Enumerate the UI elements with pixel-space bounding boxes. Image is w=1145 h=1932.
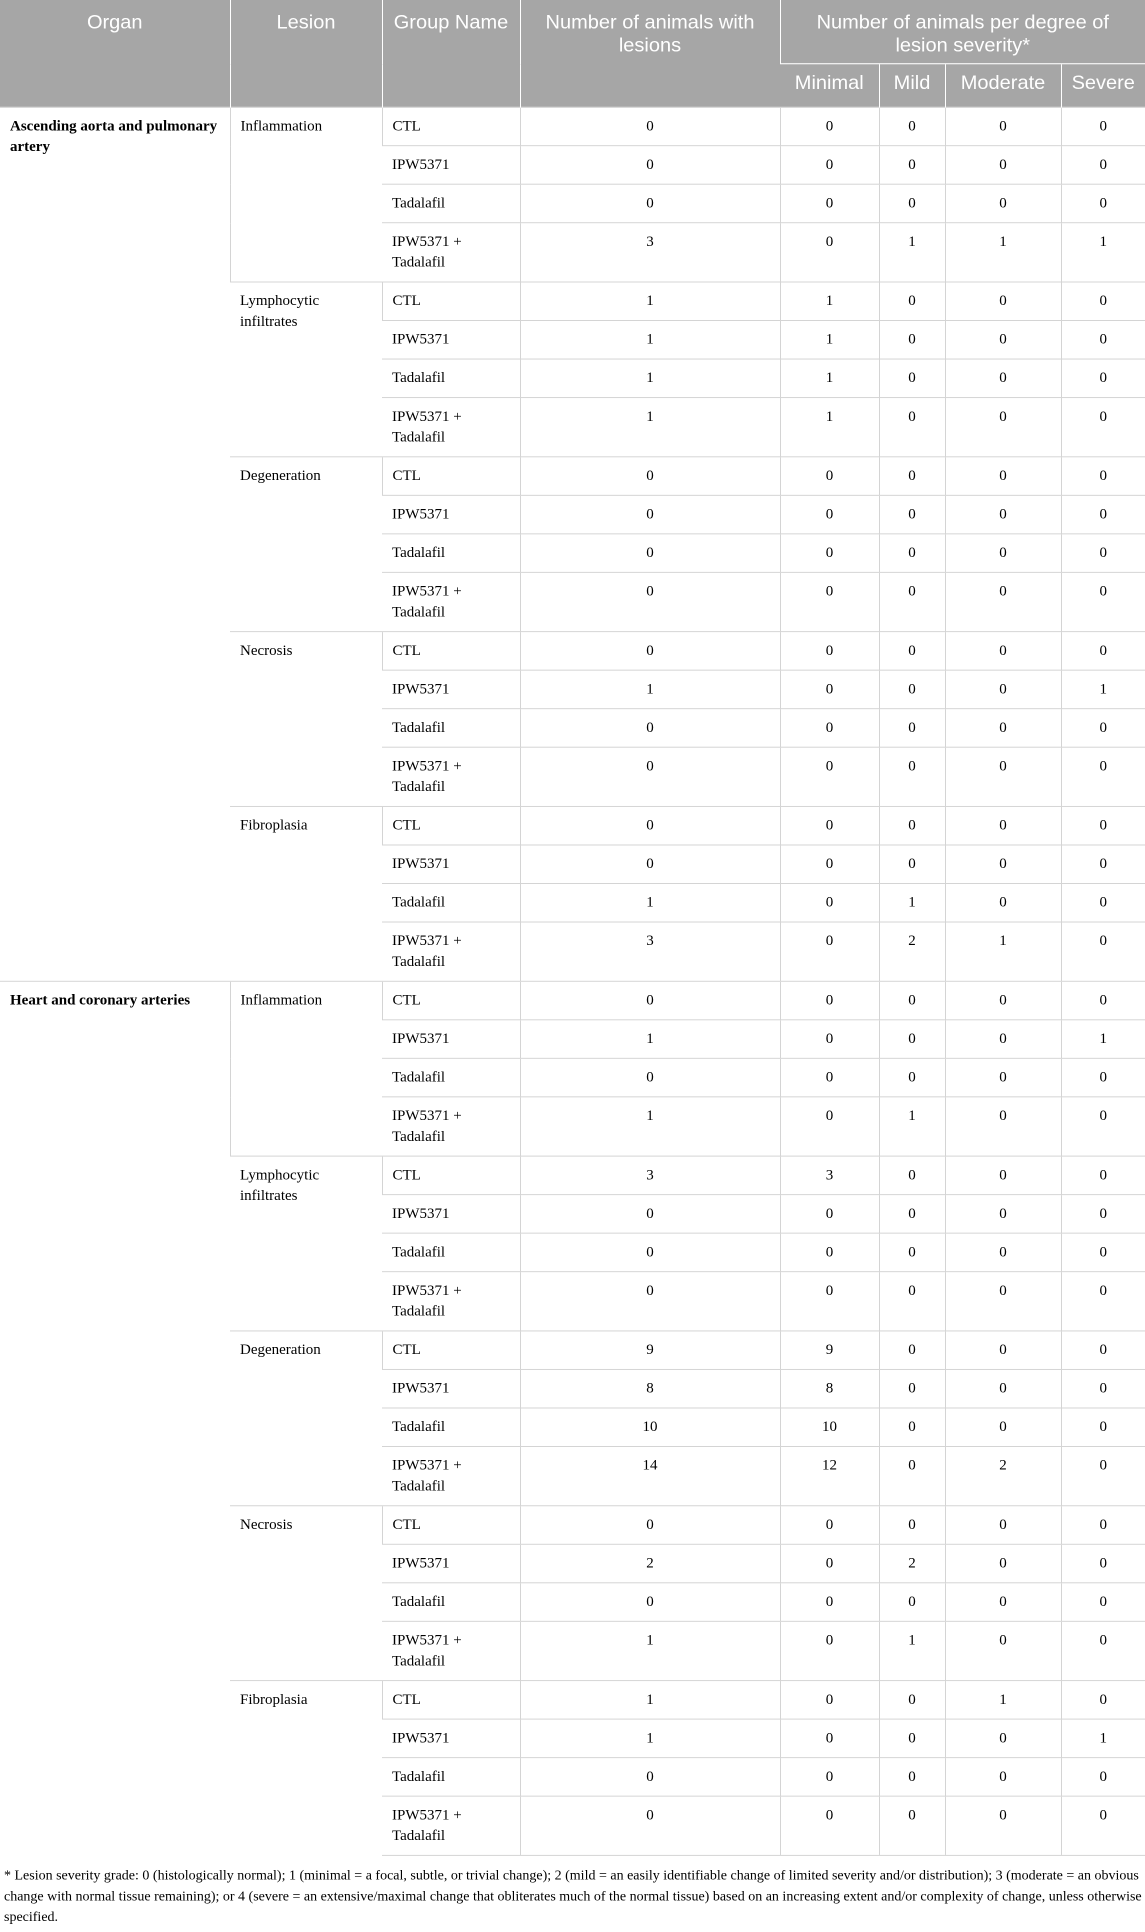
mild-cell: 0 [879,1058,945,1097]
lesion-cell: Necrosis [230,632,382,807]
minimal-cell: 0 [780,1796,879,1855]
moderate-cell: 0 [945,1369,1061,1408]
mild-cell: 1 [879,884,945,923]
minimal-cell: 1 [780,282,879,321]
mild-cell: 0 [879,1758,945,1797]
severe-cell: 0 [1061,1156,1145,1195]
group-cell: IPW5371 [382,146,520,185]
severe-cell: 0 [1061,184,1145,223]
moderate-cell: 0 [945,1195,1061,1234]
minimal-cell: 0 [780,1719,879,1758]
animal-count-cell: 1 [520,1097,780,1156]
minimal-cell: 0 [780,1272,879,1331]
moderate-cell: 0 [945,282,1061,321]
animal-count-cell: 0 [520,146,780,185]
moderate-cell: 0 [945,398,1061,457]
minimal-cell: 0 [780,922,879,981]
minimal-cell: 1 [780,359,879,398]
severe-cell: 0 [1061,632,1145,671]
animal-count-cell: 0 [520,495,780,534]
mild-cell: 0 [879,845,945,884]
mild-cell: 0 [879,1369,945,1408]
mild-cell: 1 [879,223,945,282]
group-cell: CTL [382,981,520,1020]
group-cell: CTL [382,1681,520,1720]
severe-cell: 0 [1061,1272,1145,1331]
header-mild: Mild [879,64,945,107]
severe-cell: 0 [1061,845,1145,884]
severe-cell: 0 [1061,1408,1145,1447]
moderate-cell: 0 [945,1058,1061,1097]
lesion-cell: Degeneration [230,457,382,632]
animal-count-cell: 0 [520,981,780,1020]
group-cell: IPW5371 + Tadalafil [382,747,520,806]
minimal-cell: 0 [780,534,879,573]
group-cell: CTL [382,632,520,671]
mild-cell: 0 [879,359,945,398]
severe-cell: 0 [1061,107,1145,146]
moderate-cell: 0 [945,1156,1061,1195]
severe-cell: 0 [1061,321,1145,360]
severe-cell: 0 [1061,747,1145,806]
group-cell: IPW5371 [382,1195,520,1234]
moderate-cell: 0 [945,845,1061,884]
animal-count-cell: 1 [520,398,780,457]
group-cell: IPW5371 [382,321,520,360]
minimal-cell: 0 [780,670,879,709]
minimal-cell: 8 [780,1369,879,1408]
group-cell: IPW5371 [382,1369,520,1408]
minimal-cell: 0 [780,1544,879,1583]
moderate-cell: 0 [945,884,1061,923]
mild-cell: 0 [879,747,945,806]
group-cell: IPW5371 [382,495,520,534]
mild-cell: 0 [879,572,945,631]
header-organ: Organ [0,0,230,107]
animal-count-cell: 0 [520,572,780,631]
severe-cell: 0 [1061,398,1145,457]
group-cell: Tadalafil [382,359,520,398]
animal-count-cell: 2 [520,1544,780,1583]
moderate-cell: 0 [945,1544,1061,1583]
severe-cell: 0 [1061,884,1145,923]
group-cell: CTL [382,1156,520,1195]
mild-cell: 0 [879,146,945,185]
lesion-cell: Degeneration [230,1331,382,1506]
minimal-cell: 0 [780,572,879,631]
mild-cell: 1 [879,1621,945,1680]
moderate-cell: 0 [945,495,1061,534]
minimal-cell: 0 [780,1097,879,1156]
group-cell: IPW5371 + Tadalafil [382,1097,520,1156]
moderate-cell: 0 [945,534,1061,573]
lesion-cell: Inflammation [230,981,382,1156]
severe-cell: 0 [1061,1369,1145,1408]
mild-cell: 1 [879,1097,945,1156]
header-animal-count: Number of animals with lesions [520,0,780,107]
group-cell: CTL [382,457,520,496]
minimal-cell: 0 [780,1758,879,1797]
severe-cell: 0 [1061,1506,1145,1545]
group-cell: IPW5371 + Tadalafil [382,398,520,457]
mild-cell: 0 [879,495,945,534]
animal-count-cell: 9 [520,1331,780,1370]
animal-count-cell: 0 [520,184,780,223]
mild-cell: 0 [879,1195,945,1234]
group-cell: CTL [382,806,520,845]
group-cell: IPW5371 [382,845,520,884]
mild-cell: 0 [879,1681,945,1720]
group-cell: Tadalafil [382,1058,520,1097]
minimal-cell: 0 [780,1233,879,1272]
mild-cell: 0 [879,1506,945,1545]
moderate-cell: 0 [945,1796,1061,1855]
mild-cell: 0 [879,1272,945,1331]
severe-cell: 1 [1061,1719,1145,1758]
minimal-cell: 0 [780,1621,879,1680]
severe-cell: 0 [1061,1758,1145,1797]
animal-count-cell: 8 [520,1369,780,1408]
severe-cell: 0 [1061,359,1145,398]
group-cell: IPW5371 + Tadalafil [382,1446,520,1505]
mild-cell: 0 [879,398,945,457]
moderate-cell: 0 [945,747,1061,806]
animal-count-cell: 0 [520,534,780,573]
animal-count-cell: 1 [520,1681,780,1720]
severe-cell: 0 [1061,1621,1145,1680]
severe-cell: 1 [1061,670,1145,709]
mild-cell: 0 [879,1331,945,1370]
animal-count-cell: 1 [520,670,780,709]
group-cell: Tadalafil [382,1583,520,1622]
mild-cell: 0 [879,1719,945,1758]
minimal-cell: 0 [780,747,879,806]
group-cell: IPW5371 + Tadalafil [382,572,520,631]
moderate-cell: 0 [945,709,1061,748]
moderate-cell: 0 [945,632,1061,671]
animal-count-cell: 1 [520,884,780,923]
severe-cell: 0 [1061,1446,1145,1505]
group-cell: IPW5371 [382,670,520,709]
lesion-cell: Necrosis [230,1506,382,1681]
group-cell: Tadalafil [382,709,520,748]
header-minimal: Minimal [780,64,879,107]
animal-count-cell: 0 [520,806,780,845]
mild-cell: 0 [879,981,945,1020]
minimal-cell: 0 [780,146,879,185]
header-group-name: Group Name [382,0,520,107]
moderate-cell: 0 [945,1758,1061,1797]
mild-cell: 0 [879,1408,945,1447]
animal-count-cell: 1 [520,1020,780,1059]
lesion-cell: Lymphocytic infiltrates [230,282,382,457]
group-cell: Tadalafil [382,1408,520,1447]
animal-count-cell: 0 [520,1758,780,1797]
lesion-cell: Fibroplasia [230,1681,382,1856]
severe-cell: 0 [1061,495,1145,534]
minimal-cell: 0 [780,806,879,845]
moderate-cell: 0 [945,1408,1061,1447]
animal-count-cell: 1 [520,1719,780,1758]
group-cell: IPW5371 [382,1020,520,1059]
minimal-cell: 0 [780,709,879,748]
mild-cell: 0 [879,1156,945,1195]
severe-cell: 0 [1061,146,1145,185]
minimal-cell: 0 [780,884,879,923]
moderate-cell: 0 [945,1621,1061,1680]
mild-cell: 0 [879,1020,945,1059]
moderate-cell: 0 [945,107,1061,146]
moderate-cell: 1 [945,922,1061,981]
mild-cell: 0 [879,457,945,496]
moderate-cell: 0 [945,1272,1061,1331]
animal-count-cell: 0 [520,1058,780,1097]
moderate-cell: 0 [945,806,1061,845]
severe-cell: 1 [1061,1020,1145,1059]
severe-cell: 0 [1061,282,1145,321]
animal-count-cell: 0 [520,1583,780,1622]
minimal-cell: 10 [780,1408,879,1447]
group-cell: Tadalafil [382,884,520,923]
organ-cell: Heart and coronary arteries [0,981,230,1855]
group-cell: IPW5371 [382,1719,520,1758]
animal-count-cell: 1 [520,321,780,360]
group-cell: IPW5371 [382,1544,520,1583]
severe-cell: 0 [1061,1544,1145,1583]
minimal-cell: 0 [780,457,879,496]
minimal-cell: 0 [780,184,879,223]
mild-cell: 0 [879,1446,945,1505]
minimal-cell: 0 [780,1583,879,1622]
animal-count-cell: 3 [520,223,780,282]
group-cell: CTL [382,107,520,146]
group-cell: Tadalafil [382,1758,520,1797]
severe-cell: 0 [1061,1796,1145,1855]
severe-cell: 0 [1061,457,1145,496]
mild-cell: 0 [879,107,945,146]
moderate-cell: 0 [945,572,1061,631]
severe-cell: 0 [1061,981,1145,1020]
severe-cell: 0 [1061,1097,1145,1156]
animal-count-cell: 0 [520,107,780,146]
animal-count-cell: 0 [520,1796,780,1855]
group-cell: IPW5371 + Tadalafil [382,1621,520,1680]
mild-cell: 0 [879,709,945,748]
header-severe: Severe [1061,64,1145,107]
minimal-cell: 0 [780,107,879,146]
severe-cell: 0 [1061,1058,1145,1097]
minimal-cell: 3 [780,1156,879,1195]
minimal-cell: 0 [780,981,879,1020]
group-cell: Tadalafil [382,184,520,223]
severity-footnote: * Lesion severity grade: 0 (histologically normal); 1 (minimal = a focal, subtle, or trivial change); 2 (mild = an easily identifiable change of limited severity and/or distribution); 3 (moderate = an obvious change with normal tissue remaining); or 4 (severe = an extensive/maximal change that obliterates much of the normal tissue) based on an increasing extent and/or complexity of change, unless otherwise specified. [4,1868,1142,1926]
moderate-cell: 0 [945,1583,1061,1622]
lesion-cell: Lymphocytic infiltrates [230,1156,382,1331]
header-lesion: Lesion [230,0,382,107]
animal-count-cell: 0 [520,457,780,496]
severe-cell: 0 [1061,572,1145,631]
group-cell: IPW5371 + Tadalafil [382,223,520,282]
mild-cell: 0 [879,184,945,223]
moderate-cell: 0 [945,1097,1061,1156]
minimal-cell: 0 [780,1195,879,1234]
group-cell: IPW5371 + Tadalafil [382,1796,520,1855]
animal-count-cell: 0 [520,1195,780,1234]
group-cell: CTL [382,1331,520,1370]
minimal-cell: 0 [780,1058,879,1097]
minimal-cell: 1 [780,398,879,457]
animal-count-cell: 0 [520,709,780,748]
severe-cell: 0 [1061,1195,1145,1234]
moderate-cell: 0 [945,670,1061,709]
group-cell: CTL [382,1506,520,1545]
table-body [0,107,1145,1855]
moderate-cell: 0 [945,1506,1061,1545]
mild-cell: 0 [879,806,945,845]
animal-count-cell: 14 [520,1446,780,1505]
animal-count-cell: 1 [520,359,780,398]
mild-cell: 0 [879,670,945,709]
moderate-cell: 0 [945,1233,1061,1272]
severe-cell: 0 [1061,1331,1145,1370]
table-row [0,981,1145,1020]
mild-cell: 0 [879,534,945,573]
minimal-cell: 0 [780,632,879,671]
animal-count-cell: 1 [520,1621,780,1680]
lesion-cell: Fibroplasia [230,806,382,981]
group-cell: IPW5371 + Tadalafil [382,1272,520,1331]
moderate-cell: 0 [945,1020,1061,1059]
minimal-cell: 0 [780,1681,879,1720]
animal-count-cell: 0 [520,845,780,884]
minimal-cell: 0 [780,1506,879,1545]
minimal-cell: 9 [780,1331,879,1370]
minimal-cell: 1 [780,321,879,360]
table-row [0,107,1145,146]
minimal-cell: 0 [780,495,879,534]
severe-cell: 0 [1061,534,1145,573]
mild-cell: 0 [879,1583,945,1622]
severe-cell: 0 [1061,922,1145,981]
moderate-cell: 0 [945,457,1061,496]
moderate-cell: 1 [945,223,1061,282]
group-cell: CTL [382,282,520,321]
group-cell: Tadalafil [382,1233,520,1272]
minimal-cell: 0 [780,223,879,282]
animal-count-cell: 3 [520,922,780,981]
mild-cell: 0 [879,1796,945,1855]
mild-cell: 0 [879,1233,945,1272]
moderate-cell: 0 [945,1719,1061,1758]
animal-count-cell: 0 [520,1272,780,1331]
mild-cell: 2 [879,1544,945,1583]
severe-cell: 0 [1061,806,1145,845]
animal-count-cell: 10 [520,1408,780,1447]
severe-cell: 1 [1061,223,1145,282]
minimal-cell: 12 [780,1446,879,1505]
group-cell: IPW5371 + Tadalafil [382,922,520,981]
header-moderate: Moderate [945,64,1061,107]
animal-count-cell: 0 [520,632,780,671]
header-severity: Number of animals per degree of lesion severity* [780,0,1145,64]
moderate-cell: 0 [945,359,1061,398]
moderate-cell: 0 [945,321,1061,360]
mild-cell: 2 [879,922,945,981]
minimal-cell: 0 [780,1020,879,1059]
animal-count-cell: 0 [520,1233,780,1272]
moderate-cell: 0 [945,981,1061,1020]
animal-count-cell: 1 [520,282,780,321]
animal-count-cell: 3 [520,1156,780,1195]
lesion-cell: Inflammation [230,107,382,282]
animal-count-cell: 0 [520,1506,780,1545]
severe-cell: 0 [1061,1233,1145,1272]
moderate-cell: 1 [945,1681,1061,1720]
moderate-cell: 0 [945,184,1061,223]
moderate-cell: 0 [945,146,1061,185]
severe-cell: 0 [1061,709,1145,748]
group-cell: Tadalafil [382,534,520,573]
mild-cell: 0 [879,632,945,671]
mild-cell: 0 [879,321,945,360]
severe-cell: 0 [1061,1681,1145,1720]
table-header [0,0,1145,107]
minimal-cell: 0 [780,845,879,884]
mild-cell: 0 [879,282,945,321]
severe-cell: 0 [1061,1583,1145,1622]
organ-cell: Ascending aorta and pulmonary artery [0,107,230,981]
moderate-cell: 2 [945,1446,1061,1505]
animal-count-cell: 0 [520,747,780,806]
moderate-cell: 0 [945,1331,1061,1370]
